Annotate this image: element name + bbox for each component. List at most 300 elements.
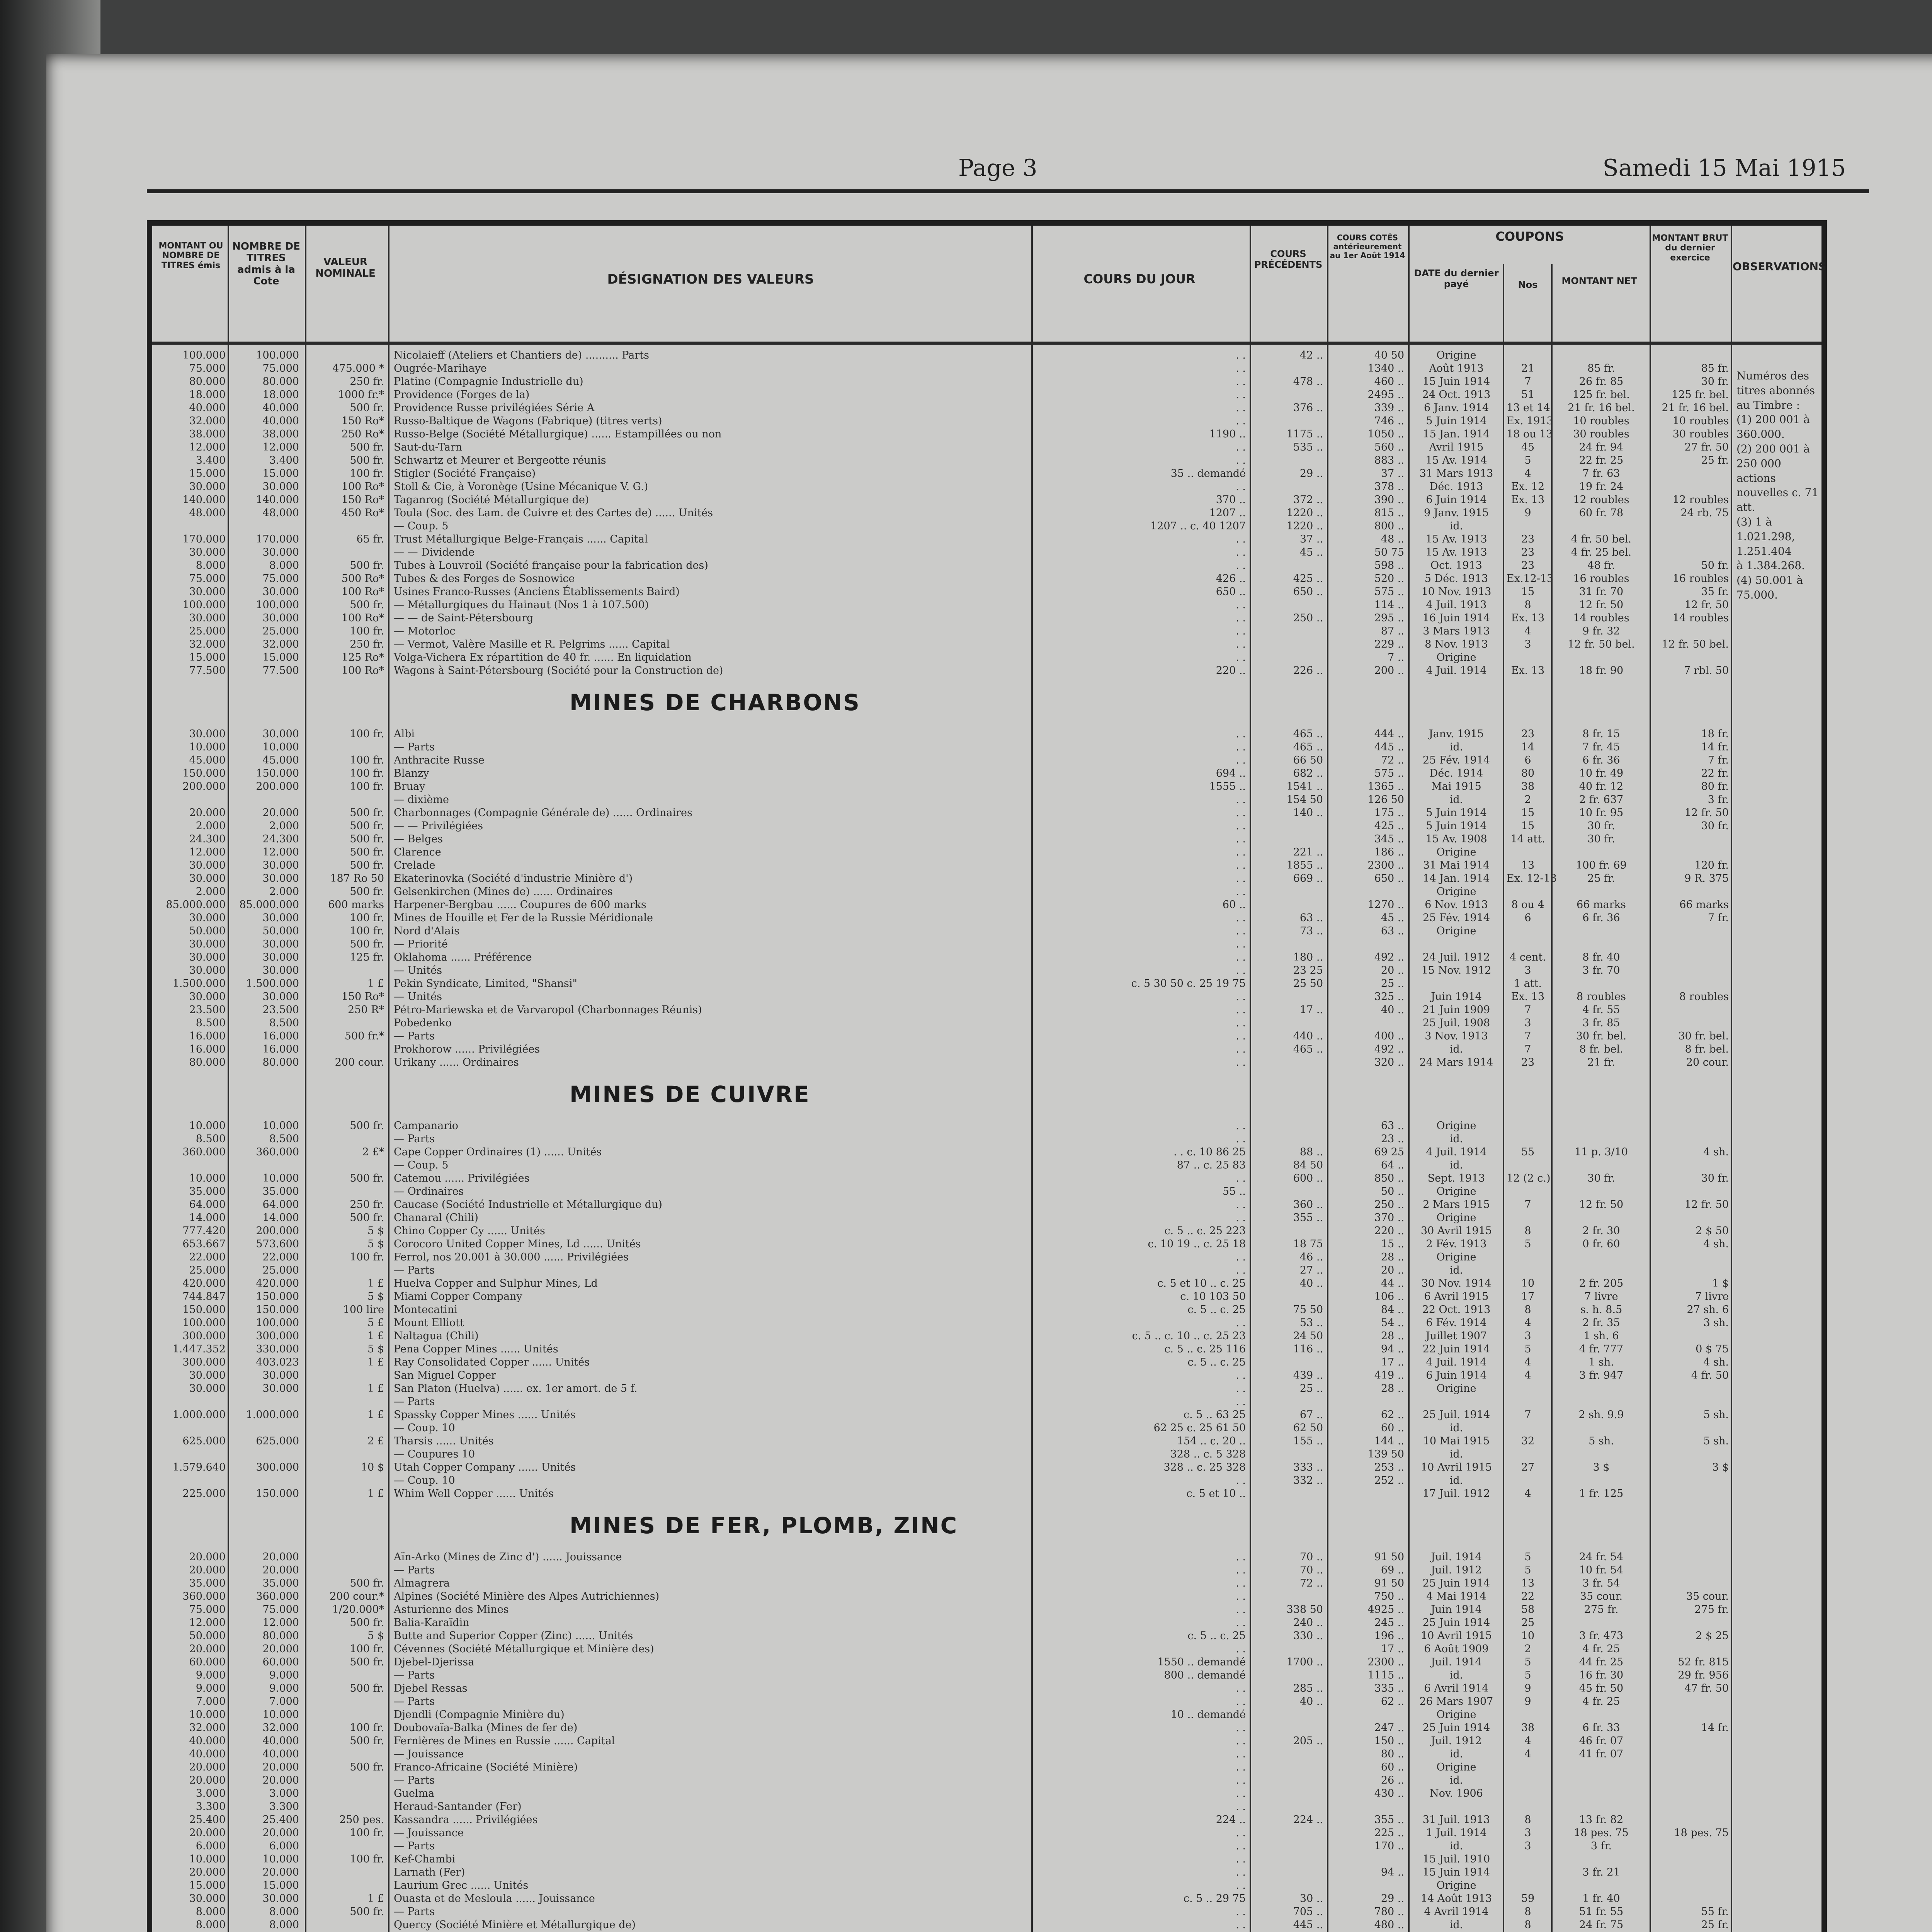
cell-jour: . .: [1236, 533, 1246, 545]
observation-line: (3) 1 à 1.021.298, 1.251.404: [1736, 515, 1795, 558]
cell-jour: . .: [1236, 794, 1246, 806]
table-row: [152, 546, 1821, 560]
cell-valeur: 100 fr.: [350, 1643, 384, 1655]
cell-nombre: 1.500.000: [246, 978, 299, 990]
cell-aout: 800 ..: [1374, 520, 1404, 532]
cell-aout: 20 ..: [1381, 964, 1404, 976]
cell-date: 4 Juil. 1913: [1426, 599, 1487, 611]
cell-nom: Aïn-Arko (Mines de Zinc d') ...... Jouissance: [394, 1551, 622, 1563]
observation-line: (4) 50.001 à 75.000.: [1736, 574, 1803, 601]
cell-aout: 139 50: [1367, 1448, 1404, 1460]
cell-montant: 25.000: [189, 625, 226, 637]
cell-no: 4: [1524, 1488, 1531, 1500]
cell-nombre: 22.000: [262, 1251, 299, 1263]
cell-aout: 126 50: [1367, 794, 1404, 806]
cell-valeur: 500 fr.: [350, 402, 384, 414]
cell-nom: Miami Copper Company: [394, 1291, 522, 1303]
cell-montant: 777.420: [182, 1225, 226, 1237]
header-coupon-no: Nos: [1518, 279, 1538, 290]
table-row: [152, 586, 1821, 599]
cell-nombre: 30.000: [262, 912, 299, 924]
table-row: [152, 1369, 1821, 1383]
table-row: [152, 1264, 1821, 1277]
cell-no: 7: [1524, 1004, 1531, 1016]
cell-nombre: 20.000: [262, 1761, 299, 1773]
cell-date: Janv. 1915: [1429, 728, 1484, 740]
cell-nombre: 20.000: [262, 1551, 299, 1563]
cell-date: id.: [1449, 1133, 1463, 1145]
cell-nombre: 15.000: [262, 1879, 299, 1891]
cell-valeur: 2 £*: [362, 1146, 384, 1158]
cell-no: 45: [1521, 441, 1535, 453]
cell-aout: 390 ..: [1374, 494, 1404, 506]
cell-nombre: 30.000: [262, 951, 299, 963]
cell-nom: Kassandra ...... Privilégiées: [394, 1814, 538, 1826]
table-row: [152, 886, 1821, 899]
cell-no: 51: [1521, 389, 1535, 401]
cell-prec: 70 ..: [1299, 1551, 1323, 1563]
cell-valeur: 500 fr.: [350, 886, 384, 898]
cell-no: 8: [1524, 1906, 1531, 1918]
table-row: [152, 1735, 1821, 1748]
cell-aout: 883 ..: [1374, 454, 1404, 466]
cell-montant: 2.000: [196, 886, 226, 898]
section-title: MINES DE FER, PLOMB, ZINC: [570, 1512, 958, 1539]
cell-prec: 116 ..: [1293, 1343, 1323, 1355]
cell-montant: 8.000: [196, 1906, 226, 1918]
cell-nombre: 35.000: [262, 1577, 299, 1589]
table-row: [152, 1893, 1821, 1906]
header-designation: DÉSIGNATION DES VALEURS: [607, 272, 814, 287]
cell-montant: 80.000: [189, 376, 226, 388]
cell-valeur: 100 fr.: [350, 912, 384, 924]
cell-nom: Huelva Copper and Sulphur Mines, Ld: [394, 1277, 598, 1289]
cell-date: id.: [1449, 1774, 1463, 1786]
cell-jour: 55 ..: [1222, 1185, 1246, 1197]
cell-nombre: 23.500: [262, 1004, 299, 1016]
cell-aout: 335 ..: [1374, 1682, 1404, 1694]
cell-aout: 23 ..: [1381, 1133, 1404, 1145]
table-row: [152, 402, 1821, 415]
cell-nom: Corocoro United Copper Mines, Ld ...... Unités: [394, 1238, 641, 1250]
table-row: [152, 1617, 1821, 1630]
cell-valeur: 5 $: [367, 1343, 384, 1355]
cell-aout: 150 ..: [1374, 1735, 1404, 1747]
cell-date: 8 Nov. 1913: [1425, 638, 1488, 650]
cell-jour: . .: [1236, 625, 1246, 637]
cell-no: 4: [1524, 1735, 1531, 1747]
cell-nom: Prokhorow ...... Privilégiées: [394, 1043, 540, 1055]
cell-nom: — Coupures 10: [394, 1448, 475, 1460]
cell-jour: c. 5 .. c. 25: [1187, 1304, 1246, 1316]
cell-jour: . .: [1236, 481, 1246, 493]
cell-brut: 12 fr. 50: [1684, 599, 1729, 611]
cell-date: 25 Fév. 1914: [1422, 754, 1490, 766]
cell-brut: 4 fr. 50: [1691, 1369, 1729, 1381]
cell-brut: 52 fr. 815: [1678, 1656, 1729, 1668]
cell-net: 18 pes. 75: [1574, 1827, 1629, 1839]
cell-no: Ex.12-13: [1507, 573, 1554, 585]
cell-nom: Pekin Syndicate, Limited, "Shansi": [394, 978, 577, 990]
cell-jour: 87 .. c. 25 83: [1177, 1159, 1246, 1171]
cell-nombre: 30.000: [262, 546, 299, 558]
cell-no: 5: [1524, 454, 1531, 466]
cell-nombre: 30.000: [262, 938, 299, 950]
cell-date: 6 Janv. 1914: [1424, 402, 1489, 414]
cell-brut: 25 fr.: [1701, 1919, 1729, 1931]
cell-nom: — Coup. 5: [394, 520, 449, 532]
cell-nombre: 9.000: [269, 1682, 299, 1694]
cell-nombre: 170.000: [256, 533, 299, 545]
table-row: [152, 846, 1821, 859]
cell-nom: Catemou ...... Privilégiées: [394, 1172, 530, 1184]
cell-nombre: 150.000: [256, 767, 299, 779]
cell-montant: 30.000: [189, 546, 226, 558]
cell-no: 5: [1524, 1656, 1531, 1668]
cell-aout: 746 ..: [1374, 415, 1404, 427]
cell-aout: 28 ..: [1381, 1330, 1404, 1342]
cell-aout: 50 75: [1374, 546, 1404, 558]
cell-aout: 186 ..: [1374, 846, 1404, 858]
cell-jour: . .: [1236, 1722, 1246, 1734]
cell-nom: Caucase (Société Industrielle et Métallurgique du): [394, 1199, 662, 1211]
cell-aout: 17 ..: [1381, 1643, 1404, 1655]
cell-nombre: 25.000: [262, 625, 299, 637]
cell-montant: 15.000: [189, 1879, 226, 1891]
cell-nom: — Parts: [394, 1264, 435, 1276]
cell-nombre: 45.000: [262, 754, 299, 766]
cell-valeur: 100 fr.: [350, 754, 384, 766]
cell-jour: . .: [1236, 1056, 1246, 1068]
table-row: [152, 1199, 1821, 1212]
cell-montant: 8.500: [196, 1017, 226, 1029]
cell-net: 40 fr. 12: [1579, 781, 1624, 793]
cell-montant: 30.000: [189, 951, 226, 963]
cell-net: 8 fr. bel.: [1579, 1043, 1623, 1055]
cell-valeur: 500 fr.: [350, 1761, 384, 1773]
cell-no: 8 ou 4: [1511, 899, 1544, 911]
cell-valeur: 500 fr.: [350, 1212, 384, 1224]
cell-jour: . .: [1236, 1133, 1246, 1145]
cell-net: 11 p. 3/10: [1574, 1146, 1628, 1158]
cell-jour: 1207 .. c. 40 1207: [1150, 520, 1246, 532]
cell-nombre: 403.023: [256, 1356, 299, 1368]
cell-no: 3: [1524, 1827, 1531, 1839]
cell-prec: 1700 ..: [1286, 1656, 1323, 1668]
cell-valeur: 500 Ro*: [341, 573, 384, 585]
cell-brut: 7 fr.: [1708, 912, 1729, 924]
cell-aout: 144 ..: [1374, 1435, 1404, 1447]
cell-nom: — Ordinaires: [394, 1185, 464, 1197]
cell-jour: . .: [1236, 886, 1246, 898]
cell-montant: 100.000: [182, 599, 226, 611]
cell-valeur: 1 £: [367, 1488, 384, 1500]
cell-nombre: 10.000: [262, 1120, 299, 1132]
cell-nombre: 10.000: [262, 1172, 299, 1184]
cell-net: 10 fr. 54: [1579, 1564, 1624, 1576]
table-row: [152, 1748, 1821, 1761]
cell-nom: — Coup. 10: [394, 1475, 455, 1486]
cell-nom: Alpines (Société Minière des Alpes Autrichiennes): [394, 1590, 660, 1602]
cell-aout: 419 ..: [1374, 1369, 1404, 1381]
cell-no: 7: [1524, 1199, 1531, 1211]
cell-nombre: 150.000: [256, 1304, 299, 1316]
cell-aout: 2495 ..: [1367, 389, 1404, 401]
cell-nom: San Miguel Copper: [394, 1369, 497, 1381]
cell-aout: 650 ..: [1374, 872, 1404, 884]
table-row: [152, 1422, 1821, 1435]
cell-jour: . .: [1236, 1017, 1246, 1029]
cell-no: 4: [1524, 625, 1531, 637]
cell-prec: 1175 ..: [1286, 428, 1323, 440]
cell-no: 4: [1524, 1369, 1531, 1381]
cell-date: 5 Déc. 1913: [1424, 573, 1488, 585]
cell-valeur: 125 Ro*: [341, 651, 384, 663]
cell-valeur: 100 fr.: [350, 781, 384, 793]
cell-jour: . .: [1236, 1801, 1246, 1813]
cell-nom: — Unités: [394, 964, 442, 976]
cell-date: 14 Août 1913: [1420, 1893, 1492, 1905]
table-row: [152, 428, 1821, 441]
cell-nom: — Parts: [394, 1564, 435, 1576]
cell-brut: 5 sh.: [1703, 1409, 1729, 1421]
cell-net: 46 fr. 07: [1579, 1735, 1624, 1747]
cell-aout: 40 50: [1374, 349, 1404, 361]
cell-prec: 70 ..: [1299, 1564, 1323, 1576]
cell-net: 3 fr. 947: [1579, 1369, 1624, 1381]
cell-valeur: 500 fr.: [350, 441, 384, 453]
cell-valeur: 100 fr.: [350, 925, 384, 937]
cell-net: 4 fr. 25: [1582, 1643, 1620, 1655]
cell-nom: — — Privilégiées: [394, 820, 483, 832]
cell-nom: — Parts: [394, 741, 435, 753]
cell-montant: 48.000: [189, 507, 226, 519]
cell-nom: Djebel Ressas: [394, 1682, 468, 1694]
table-row: [152, 1866, 1821, 1879]
cell-jour: . .: [1236, 1774, 1246, 1786]
cell-jour: . .: [1236, 1317, 1246, 1329]
cell-net: 3 $: [1593, 1461, 1610, 1473]
cell-net: 6 fr. 33: [1582, 1722, 1620, 1734]
cell-brut: 30 fr.: [1701, 1172, 1729, 1184]
cell-nom: Franco-Africaine (Société Minière): [394, 1761, 578, 1773]
table-row: [152, 1356, 1821, 1369]
cell-prec: 73 ..: [1299, 925, 1323, 937]
cell-net: 12 fr. 50: [1579, 1199, 1624, 1211]
cell-net: 24 fr. 75: [1579, 1919, 1624, 1931]
cell-valeur: 250 Ro*: [341, 428, 384, 440]
cell-date: 6 Juin 1914: [1426, 1369, 1487, 1381]
cell-date: 4 Avril 1914: [1424, 1906, 1489, 1918]
cell-nom: Ouasta et de Mesloula ...... Jouissance: [394, 1893, 595, 1905]
cell-montant: 3.000: [196, 1787, 226, 1799]
cell-nombre: 77.500: [262, 665, 299, 677]
table-row: [152, 1669, 1821, 1682]
cell-montant: 150.000: [182, 767, 226, 779]
cell-nombre: 360.000: [256, 1146, 299, 1158]
cell-brut: 55 fr.: [1701, 1906, 1729, 1918]
cell-aout: 64 ..: [1381, 1159, 1404, 1171]
cell-date: Juil. 1912: [1431, 1735, 1482, 1747]
cell-montant: 170.000: [182, 533, 226, 545]
table-row: [152, 1814, 1821, 1827]
cell-prec: 72 ..: [1299, 1577, 1323, 1589]
cell-jour: c. 5 .. c. 10 .. c. 25 23: [1132, 1330, 1246, 1342]
cell-aout: 575 ..: [1374, 767, 1404, 779]
cell-jour: . .: [1236, 1827, 1246, 1839]
cell-no: 13 et 14: [1507, 402, 1550, 414]
cell-jour: . .: [1236, 389, 1246, 401]
cell-nom: Djebel-Djerissa: [394, 1656, 474, 1668]
cell-jour: . .: [1236, 1853, 1246, 1865]
cell-prec: 1220 ..: [1286, 520, 1323, 532]
cell-montant: 30.000: [189, 1893, 226, 1905]
table-row: [152, 573, 1821, 586]
cell-net: 4 fr. 55: [1582, 1004, 1620, 1016]
cell-nom: Charbonnages (Compagnie Générale de) ...... Ordinaires: [394, 807, 692, 819]
cell-prec: 205 ..: [1293, 1735, 1323, 1747]
cell-prec: 180 ..: [1293, 951, 1323, 963]
cell-jour: c. 5 .. c. 25: [1187, 1356, 1246, 1368]
cell-aout: 26 ..: [1381, 1774, 1404, 1786]
cell-nom: Pena Copper Mines ...... Unités: [394, 1343, 558, 1355]
cell-net: 30 roubles: [1573, 428, 1629, 440]
cell-date: 5 Juin 1914: [1426, 807, 1487, 819]
cell-valeur: 5 £: [367, 1317, 384, 1329]
cell-nombre: 20.000: [262, 1774, 299, 1786]
cell-valeur: 500 fr.*: [344, 1030, 384, 1042]
cell-no: 7: [1524, 1409, 1531, 1421]
cell-nom: — Coup. 10: [394, 1422, 455, 1434]
table-row: [152, 1251, 1821, 1264]
cell-net: 12 roubles: [1573, 494, 1629, 506]
cell-date: 31 Mai 1914: [1423, 859, 1490, 871]
cell-brut: 8 roubles: [1679, 991, 1729, 1003]
cell-valeur: 500 fr.: [350, 1906, 384, 1918]
cell-net: 1 fr. 125: [1579, 1488, 1624, 1500]
table-row: [152, 1396, 1821, 1409]
cell-jour: c. 5 .. c. 25: [1187, 1630, 1246, 1642]
cell-montant: 625.000: [182, 1435, 226, 1447]
cell-nombre: 10.000: [262, 1709, 299, 1721]
cell-nombre: 3.300: [269, 1801, 299, 1813]
cell-jour: . .: [1236, 1748, 1246, 1760]
cell-aout: 1270 ..: [1367, 899, 1404, 911]
cell-jour: . .: [1236, 1383, 1246, 1395]
cell-nom: — Parts: [394, 1133, 435, 1145]
cell-montant: 30.000: [189, 872, 226, 884]
table-row: [152, 362, 1821, 376]
table-row: [152, 441, 1821, 454]
cell-montant: 75.000: [189, 573, 226, 585]
cell-nombre: 14.000: [262, 1212, 299, 1224]
table-row: [152, 833, 1821, 846]
cell-nom: — Jouissance: [394, 1748, 464, 1760]
cell-montant: 15.000: [189, 651, 226, 663]
table-row: [152, 754, 1821, 767]
table-row: [152, 1630, 1821, 1643]
cell-date: Origine: [1436, 925, 1476, 937]
cell-aout: 247 ..: [1374, 1722, 1404, 1734]
cell-no: 8: [1524, 1814, 1531, 1826]
cell-montant: 22.000: [189, 1251, 226, 1263]
cell-nom: Mount Elliott: [394, 1317, 464, 1329]
cell-montant: 1.579.640: [172, 1461, 226, 1473]
cell-montant: 20.000: [189, 1827, 226, 1839]
table-row: [152, 1488, 1821, 1501]
table-row: [152, 507, 1821, 520]
cell-date: 2 Mars 1915: [1423, 1199, 1490, 1211]
table-row: [152, 1722, 1821, 1735]
cell-no: 7: [1524, 376, 1531, 388]
cell-aout: 780 ..: [1374, 1906, 1404, 1918]
cell-aout: 444 ..: [1374, 728, 1404, 740]
cell-aout: 378 ..: [1374, 481, 1404, 493]
table-row: [152, 1709, 1821, 1722]
cell-valeur: 500 fr.: [350, 560, 384, 571]
cell-no: 80: [1521, 767, 1535, 779]
cell-jour: . .: [1236, 1761, 1246, 1773]
cell-nombre: 200.000: [256, 781, 299, 793]
cell-jour: . .: [1236, 1919, 1246, 1931]
cell-montant: 25.000: [189, 1264, 226, 1276]
cell-net: 9 fr. 32: [1582, 625, 1620, 637]
cell-jour: . .: [1236, 1590, 1246, 1602]
cell-nombre: 2.000: [269, 886, 299, 898]
cell-date: Origine: [1436, 1185, 1476, 1197]
cell-no: 8: [1524, 1919, 1531, 1931]
table-row: [152, 1146, 1821, 1159]
cell-net: 21 fr.: [1587, 1056, 1615, 1068]
cell-jour: c. 5 .. 63 25: [1183, 1409, 1246, 1421]
cell-valeur: 500 fr.: [350, 1577, 384, 1589]
cell-date: 22 Juin 1914: [1422, 1343, 1490, 1355]
cell-nom: Cape Copper Ordinaires (1) ...... Unités: [394, 1146, 602, 1158]
cell-valeur: 1 £: [367, 1277, 384, 1289]
cell-aout: 480 ..: [1374, 1919, 1404, 1931]
cell-date: 10 Mai 1915: [1423, 1435, 1490, 1447]
cell-no: 15: [1521, 820, 1535, 832]
cell-prec: 330 ..: [1293, 1630, 1323, 1642]
cell-brut: 5 sh.: [1703, 1435, 1729, 1447]
cell-date: 15 Av. 1913: [1425, 533, 1487, 545]
cell-brut: 2 $ 25: [1696, 1630, 1729, 1642]
cell-no: 1 att.: [1514, 978, 1542, 990]
cell-no: 25: [1521, 1617, 1535, 1629]
cell-nom: Laurium Grec ...... Unités: [394, 1879, 529, 1891]
cell-aout: 850 ..: [1374, 1172, 1404, 1184]
table-row: [152, 1185, 1821, 1199]
table-row: [152, 728, 1821, 741]
cell-valeur: 475.000 *: [332, 362, 384, 374]
table-row: [152, 1879, 1821, 1893]
cell-date: 26 Mars 1907: [1419, 1696, 1493, 1708]
cell-brut: 4 sh.: [1703, 1146, 1729, 1158]
cell-nombre: 10.000: [262, 741, 299, 753]
cell-net: 30 fr.: [1587, 1172, 1615, 1184]
cell-valeur: 5 $: [367, 1291, 384, 1303]
cell-nom: Campanario: [394, 1120, 459, 1132]
cell-jour: 800 .. demandé: [1164, 1669, 1246, 1681]
table-row: [152, 1827, 1821, 1840]
cell-nom: — Coup. 5: [394, 1159, 449, 1171]
cell-nombre: 50.000: [262, 925, 299, 937]
table-row: [152, 1801, 1821, 1814]
cell-nombre: 35.000: [262, 1185, 299, 1197]
cell-date: 22 Oct. 1913: [1422, 1304, 1491, 1316]
cell-nombre: 300.000: [256, 1330, 299, 1342]
cell-aout: 229 ..: [1374, 638, 1404, 650]
